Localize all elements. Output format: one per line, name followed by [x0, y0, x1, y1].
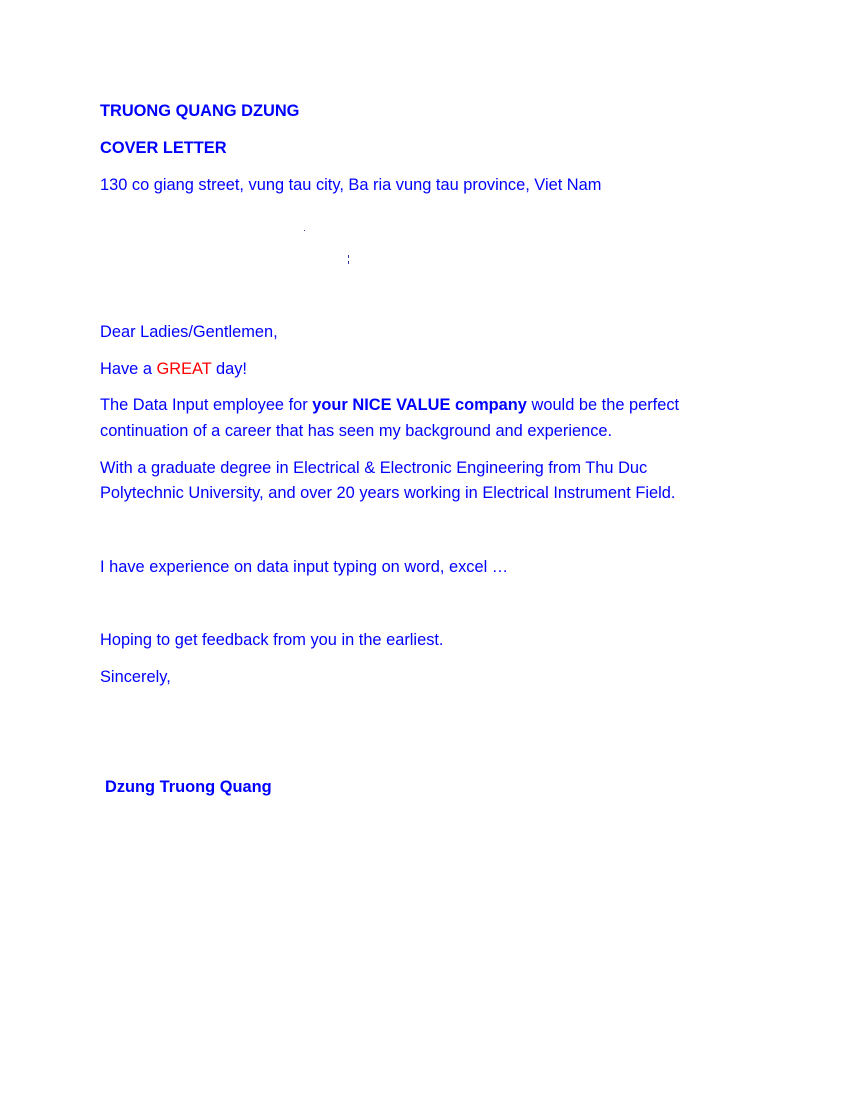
- paragraph2-line1: With a graduate degree in Electrical & Electronic Engineering from Thu Duc: [100, 459, 648, 477]
- sign-off: Sincerely,: [100, 668, 171, 686]
- stray-mark: [348, 255, 349, 258]
- signature-name: Dzung Truong Quang: [105, 778, 272, 796]
- greeting-emphasis: GREAT: [156, 360, 212, 378]
- greeting-line: [100, 356, 247, 382]
- stray-mark: [304, 230, 305, 231]
- paragraph1-prefix: The Data Input employee for: [100, 396, 313, 414]
- paragraph3: I have experience on data input typing on word, excel …: [100, 558, 509, 576]
- document-title: COVER LETTER: [100, 139, 227, 157]
- closing-line: Hoping to get feedback from you in the earliest.: [100, 631, 444, 649]
- greeting-prefix: Have a: [100, 360, 157, 378]
- paragraph1-suffix: would be the perfect: [526, 396, 680, 414]
- stray-mark: [348, 261, 349, 264]
- applicant-name: TRUONG QUANG DZUNG: [100, 102, 300, 120]
- applicant-address: 130 co giang street, vung tau city, Ba ria vung tau province, Viet Nam: [100, 176, 602, 194]
- paragraph2-line2: Polytechnic University, and over 20 years working in Electrical Instrument Field.: [100, 484, 676, 502]
- paragraph1-line2: continuation of a career that has seen my background and experience.: [100, 422, 613, 440]
- paragraph1-line1: [100, 392, 679, 418]
- company-emphasis: your NICE VALUE company: [312, 396, 527, 414]
- greeting-suffix: day!: [211, 360, 247, 378]
- salutation: Dear Ladies/Gentlemen,: [100, 323, 278, 341]
